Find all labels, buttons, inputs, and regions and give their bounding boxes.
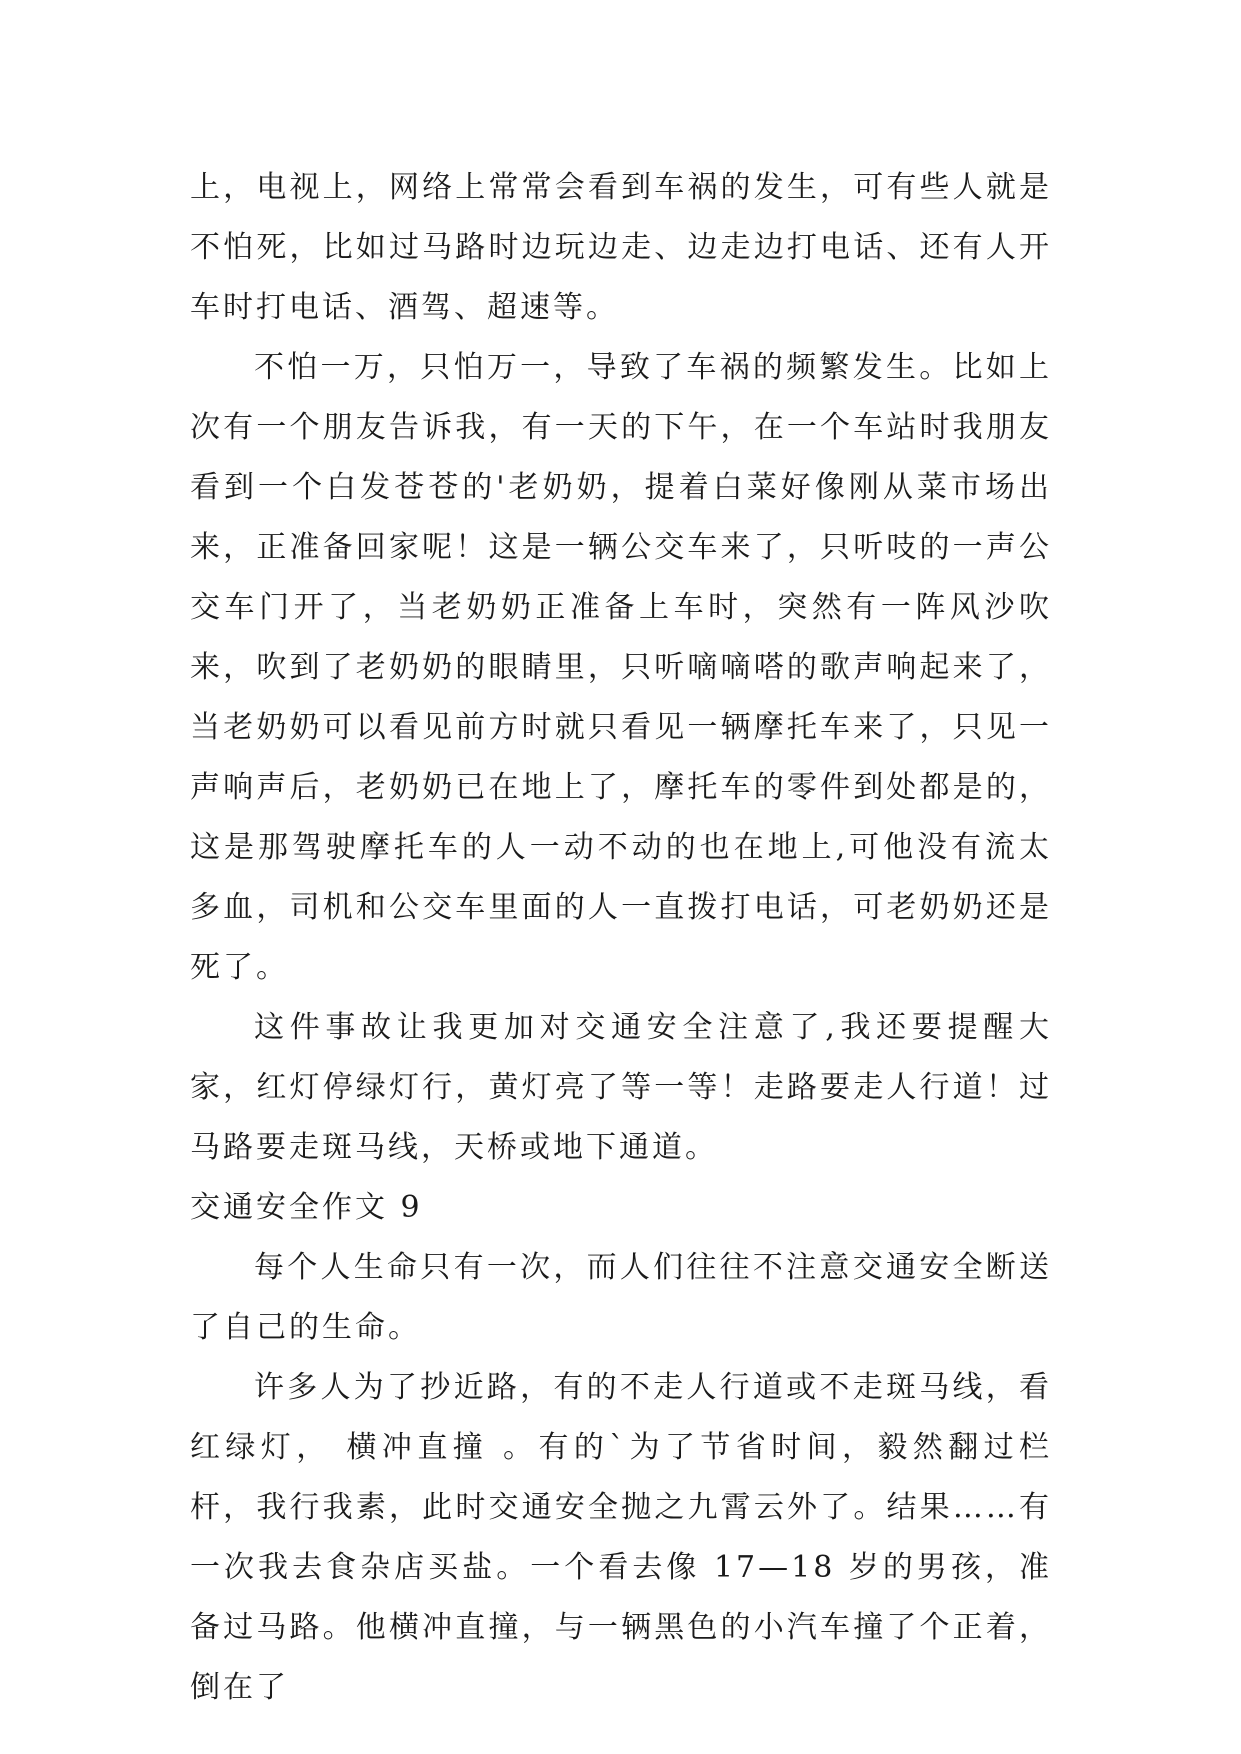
paragraph-shortcut: 许多人为了抄近路，有的不走人行道或不走斑马线，看红绿灯， 横冲直撞 。有的`为了节省时间，毅然翻过栏杆，我行我素，此时交通安全抛之九霄云外了。结果……有一次我去食杂店买盐。一个看去像 17—18 岁的男孩，准备过马路。他横冲直撞，与一辆黑色的小汽车撞了个正着，倒在了 xyxy=(190,1370,1052,1705)
paragraph-continuation: 上，电视上，网络上常常会看到车祸的发生，可有些人就是不怕死，比如过马路时边玩边走、边走边打电话、还有人开车时打电话、酒驾、超速等。 xyxy=(190,170,1052,325)
section-heading: 交通安全作文 9 xyxy=(190,1190,423,1225)
paragraph-accident-story: 不怕一万，只怕万一，导致了车祸的频繁发生。比如上次有一个朋友告诉我，有一天的下午，在一个车站时我朋友看到一个白发苍苍的'老奶奶，提着白菜好像刚从菜市场出来，正准备回家呢！这是一辆公交车来了，只听吱的一声公交车门开了，当老奶奶正准备上车时，突然有一阵风沙吹来，吹到了老奶奶的眼睛里，只听嘀嘀嗒的歌声响起来了，当老奶奶可以看见前方时就只看见一辆摩托车来了，只见一声响声后，老奶奶已在地上了，摩托车的零件到处都是的，这是那驾驶摩托车的人一动不动的也在地上,可他没有流太多血，司机和公交车里面的人一直拨打电话，可老奶奶还是死了。 xyxy=(190,350,1052,985)
paragraph-reminder: 这件事故让我更加对交通安全注意了,我还要提醒大家，红灯停绿灯行，黄灯亮了等一等！走路要走人行道！过马路要走斑马线，天桥或地下通道。 xyxy=(190,1010,1052,1165)
paragraph-life-once: 每个人生命只有一次，而人们往往不注意交通安全断送了自己的生命。 xyxy=(190,1250,1052,1345)
document-body xyxy=(190,158,1052,1718)
